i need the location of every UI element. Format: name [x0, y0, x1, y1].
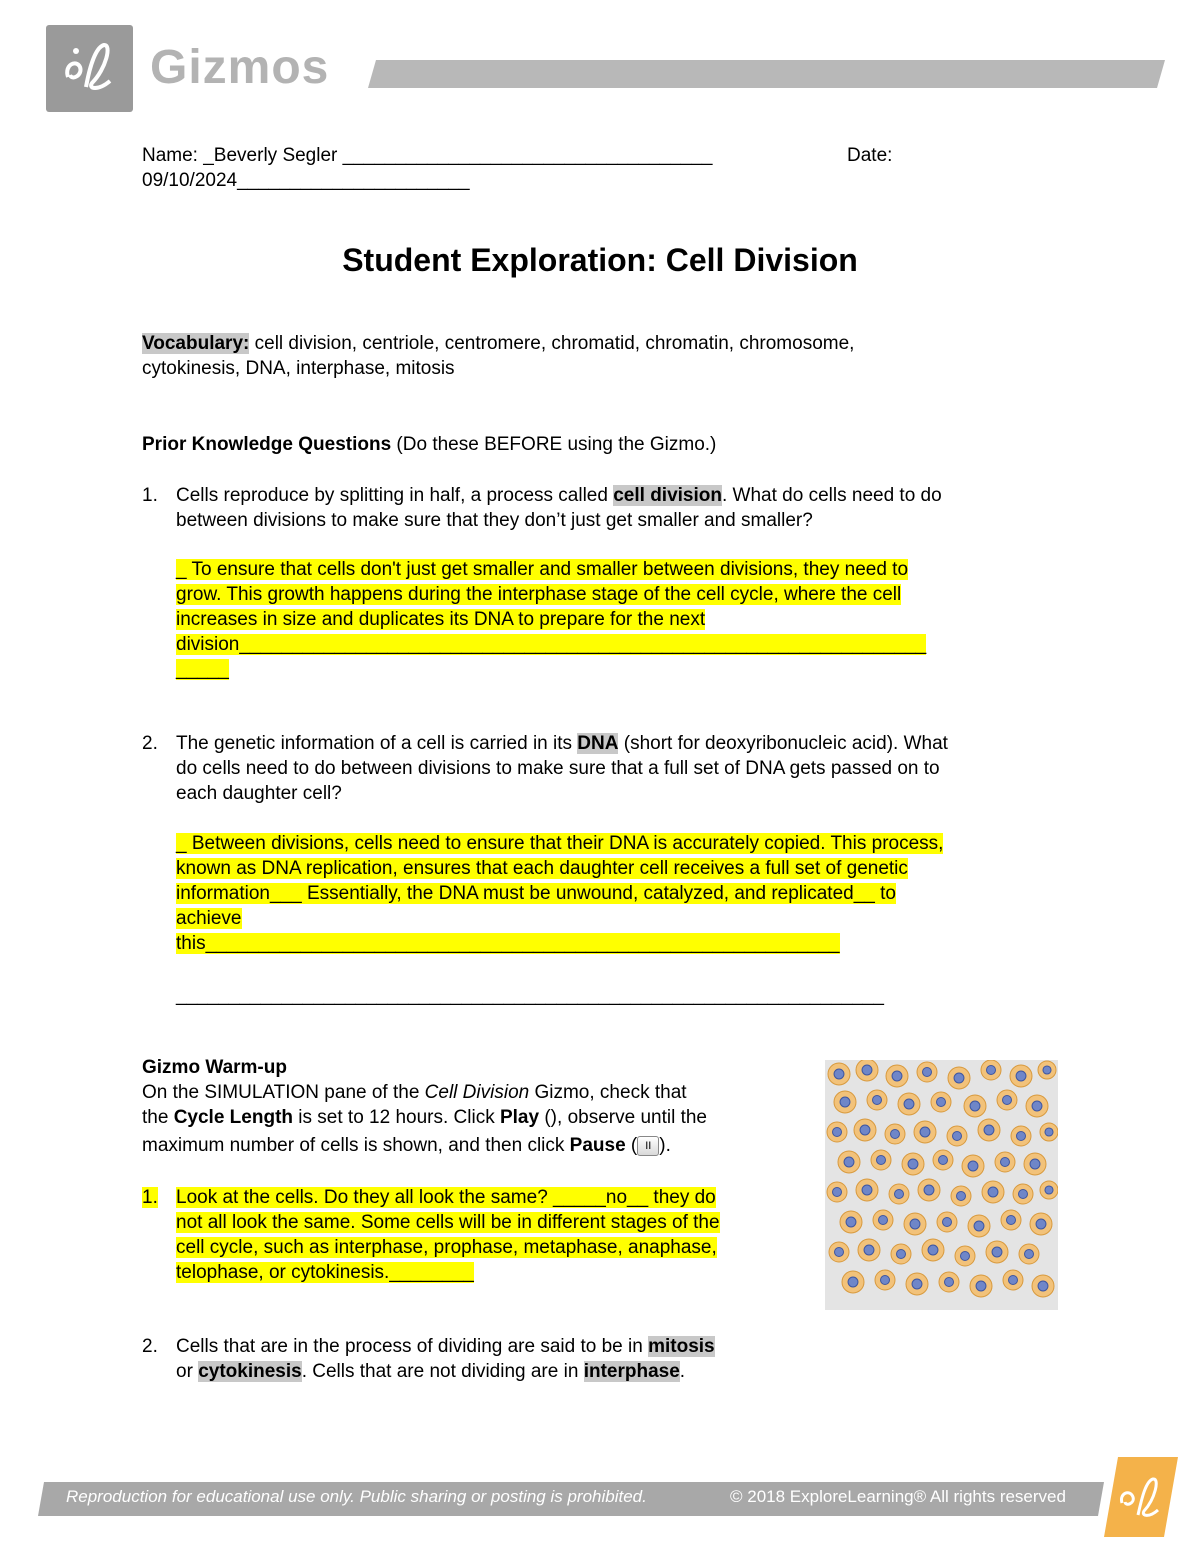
- cell-nucleus: [939, 1156, 948, 1165]
- date-line: 09/10/2024______________________: [142, 170, 470, 191]
- prior-knowledge-heading: [142, 432, 716, 457]
- prior-q2-blank-line: ___________________________________________________________________: [176, 985, 884, 1006]
- cell-nucleus: [1003, 1096, 1012, 1105]
- q1-text-a: Cells reproduce by splitting in half, a process called: [176, 485, 614, 506]
- cell-nucleus: [834, 1069, 844, 1079]
- cell-nucleus: [1007, 1216, 1016, 1225]
- warmup-q2-text-d: .: [679, 1361, 686, 1382]
- cell-nucleus: [846, 1217, 856, 1227]
- cell-nucleus: [943, 1218, 952, 1227]
- cell-nucleus: [1017, 1132, 1026, 1141]
- cell-nucleus: [928, 1245, 938, 1255]
- prior-q1-line-2: between divisions to make sure that they don’t just get smaller and smaller?: [176, 510, 813, 531]
- cell-nucleus: [924, 1185, 934, 1195]
- cell-division-simulation-image: [825, 1060, 1058, 1310]
- cell-nucleus: [860, 1125, 870, 1135]
- cell-nucleus: [904, 1099, 914, 1109]
- prior-q2-line-1: [176, 731, 948, 756]
- cell-nucleus: [910, 1219, 920, 1229]
- cell-nucleus: [879, 1216, 888, 1225]
- answer-line: not all look the same. Some cells will be in different stages of the: [176, 1212, 720, 1233]
- answer-line: this____________________________________________________________: [176, 933, 840, 954]
- cell-nucleus: [953, 1132, 962, 1141]
- answer-line: Look at the cells. Do they all look the same? _____no__ they do: [176, 1187, 716, 1208]
- explorelearning-badge-icon: [1104, 1457, 1178, 1537]
- prior-q1-answer: [176, 557, 926, 682]
- cell-nucleus: [912, 1279, 922, 1289]
- warmup-l2-b: is set to 12 hours. Click: [293, 1107, 500, 1128]
- warmup-l1-italic: Cell Division: [424, 1082, 530, 1103]
- cell-nucleus: [1045, 1186, 1053, 1194]
- cell-nucleus: [891, 1130, 900, 1139]
- term-mitosis: mitosis: [648, 1336, 715, 1357]
- warmup-l3-b: (: [625, 1135, 638, 1156]
- answer-line: cell cycle, such as interphase, prophase, metaphase, anaphase,: [176, 1237, 717, 1258]
- q2-term-dna: DNA: [577, 733, 619, 754]
- answer-line: grow. This growth happens during the interphase stage of the cell cycle, where the cell: [176, 584, 902, 605]
- warmup-q1-number: 1.: [142, 1187, 158, 1208]
- cell-nucleus: [945, 1278, 954, 1287]
- question-number: 2.: [142, 733, 158, 754]
- q2-text-b: (short for deoxyribonucleic acid). What: [618, 733, 948, 754]
- pause-icon: II: [637, 1136, 659, 1156]
- cell-nucleus: [897, 1250, 906, 1259]
- cell-nucleus: [1025, 1250, 1034, 1259]
- cell-nucleus: [892, 1071, 902, 1081]
- answer-line: _ To ensure that cells don't just get smaller and smaller between divisions, they need to: [176, 559, 909, 580]
- cell-nucleus: [1009, 1276, 1018, 1285]
- vocabulary-label: Vocabulary:: [142, 333, 250, 354]
- cell-nucleus: [961, 1252, 970, 1261]
- warmup-line-1: [142, 1080, 687, 1105]
- answer-line: telophase, or cytokinesis.________: [176, 1262, 474, 1283]
- warmup-l1-b: Gizmo, check that: [529, 1082, 687, 1103]
- vocabulary-terms-2: cytokinesis, DNA, interphase, mitosis: [142, 358, 455, 379]
- cell-nucleus: [1036, 1219, 1046, 1229]
- prior-heading-text: Prior Knowledge Questions: [142, 434, 392, 455]
- warmup-q2-line-1: [176, 1334, 715, 1359]
- gizmos-logo: [46, 25, 133, 112]
- cell-nucleus: [873, 1096, 882, 1105]
- answer-line: known as DNA replication, ensures that each daughter cell receives a full set of genetic: [176, 858, 908, 879]
- warmup-line-2: [142, 1105, 707, 1130]
- cell-nucleus: [833, 1128, 842, 1137]
- question-number: [142, 1185, 158, 1210]
- cell-nucleus: [974, 1221, 984, 1231]
- name-line: Name: _Beverly Segler ___________________________________: [142, 145, 713, 166]
- cell-nucleus: [968, 1161, 978, 1171]
- cell-nucleus: [1045, 1128, 1053, 1136]
- cell-nucleus: [848, 1277, 858, 1287]
- cell-nucleus: [1038, 1281, 1048, 1291]
- cell-nucleus: [954, 1073, 964, 1083]
- warmup-l3-a: maximum number of cells is shown, and then click: [142, 1135, 570, 1156]
- answer-line: increases in size and duplicates its DNA to prepare for the next: [176, 609, 706, 630]
- cell-nucleus: [937, 1098, 946, 1107]
- prior-heading-note: (Do these BEFORE using the Gizmo.): [391, 434, 717, 455]
- warmup-q1-answer: [176, 1185, 720, 1285]
- cycle-length-label: Cycle Length: [173, 1107, 294, 1128]
- warmup-q2-text-c: . Cells that are not dividing are in: [301, 1361, 584, 1382]
- warmup-q2-text-b: or: [176, 1361, 199, 1382]
- cell-nucleus: [920, 1127, 930, 1137]
- play-label: Play: [499, 1107, 540, 1128]
- header-bar: [368, 60, 1165, 88]
- cell-nucleus: [1032, 1101, 1042, 1111]
- cell-nucleus: [987, 1066, 996, 1075]
- answer-line: achieve: [176, 908, 242, 929]
- footer-copyright: © 2018 ExploreLearning® All rights reserved: [730, 1487, 1066, 1506]
- warmup-l2-a: the: [142, 1107, 174, 1128]
- question-number: 2.: [142, 1336, 158, 1357]
- vocabulary-line-1: [142, 331, 854, 356]
- q2-text-a: The genetic information of a cell is carried in its: [176, 733, 578, 754]
- cell-nucleus: [1043, 1066, 1051, 1074]
- cell-nucleus: [1019, 1190, 1028, 1199]
- cell-nucleus: [835, 1248, 844, 1257]
- footer-notice: Reproduction for educational use only. Public sharing or posting is prohibited.: [66, 1487, 647, 1506]
- cell-nucleus: [1016, 1071, 1026, 1081]
- warmup-line-3: [142, 1133, 671, 1158]
- cell-nucleus: [923, 1068, 932, 1077]
- cell-nucleus: [864, 1245, 874, 1255]
- cell-nucleus: [976, 1281, 986, 1291]
- warmup-l3-c: ).: [659, 1135, 671, 1156]
- cell-nucleus: [862, 1185, 872, 1195]
- warmup-q2-line-2: [176, 1359, 685, 1384]
- question-number: 1.: [142, 485, 158, 506]
- cell-nucleus: [992, 1247, 1002, 1257]
- cell-nucleus: [970, 1101, 980, 1111]
- vocabulary-terms-1: cell division, centriole, centromere, chromatid, chromatin, chromosome,: [249, 333, 855, 354]
- date-label: Date:: [847, 145, 893, 166]
- answer-line: _ Between divisions, cells need to ensure that their DNA is accurately copied. This process,: [176, 833, 944, 854]
- cell-nucleus: [1001, 1158, 1010, 1167]
- prior-q2-answer: [176, 831, 943, 956]
- cell-nucleus: [908, 1159, 918, 1169]
- cell-nucleus: [877, 1156, 886, 1165]
- answer-line: division_________________________________________________________________: [176, 634, 927, 655]
- brand-name: Gizmos: [150, 41, 330, 94]
- answer-line: information___ Essentially, the DNA must be unwound, catalyzed, and replicated__ to: [176, 883, 896, 904]
- term-cytokinesis: cytokinesis: [198, 1361, 302, 1382]
- pause-label: Pause: [569, 1135, 626, 1156]
- cell-nucleus: [881, 1276, 890, 1285]
- cell-nucleus: [957, 1192, 966, 1201]
- q1-term-cell-division: cell division: [613, 485, 722, 506]
- cell-nucleus: [833, 1188, 842, 1197]
- prior-q2-line-2: do cells need to do between divisions to make sure that a full set of DNA gets passed on to: [176, 758, 940, 779]
- cell-nucleus: [840, 1097, 850, 1107]
- cell-nucleus: [1030, 1159, 1040, 1169]
- term-interphase: interphase: [583, 1361, 680, 1382]
- q1-text-b: . What do cells need to do: [722, 485, 942, 506]
- page-title: Student Exploration: Cell Division: [342, 242, 858, 278]
- prior-q2-line-3: each daughter cell?: [176, 783, 342, 804]
- prior-q1-line-1: [176, 483, 942, 508]
- answer-line: _____: [176, 659, 229, 680]
- explorelearning-logo-icon: [46, 25, 133, 112]
- cell-nucleus: [844, 1157, 854, 1167]
- cell-nucleus: [895, 1190, 904, 1199]
- warmup-l2-c: (), observe until the: [539, 1107, 707, 1128]
- cell-nucleus: [984, 1125, 994, 1135]
- warmup-heading: Gizmo Warm-up: [142, 1057, 287, 1078]
- warmup-l1-a: On the SIMULATION pane of the: [142, 1082, 425, 1103]
- warmup-q2-text-a: Cells that are in the process of dividing are said to be in: [176, 1336, 649, 1357]
- cell-nucleus: [862, 1065, 872, 1075]
- cell-nucleus: [988, 1187, 998, 1197]
